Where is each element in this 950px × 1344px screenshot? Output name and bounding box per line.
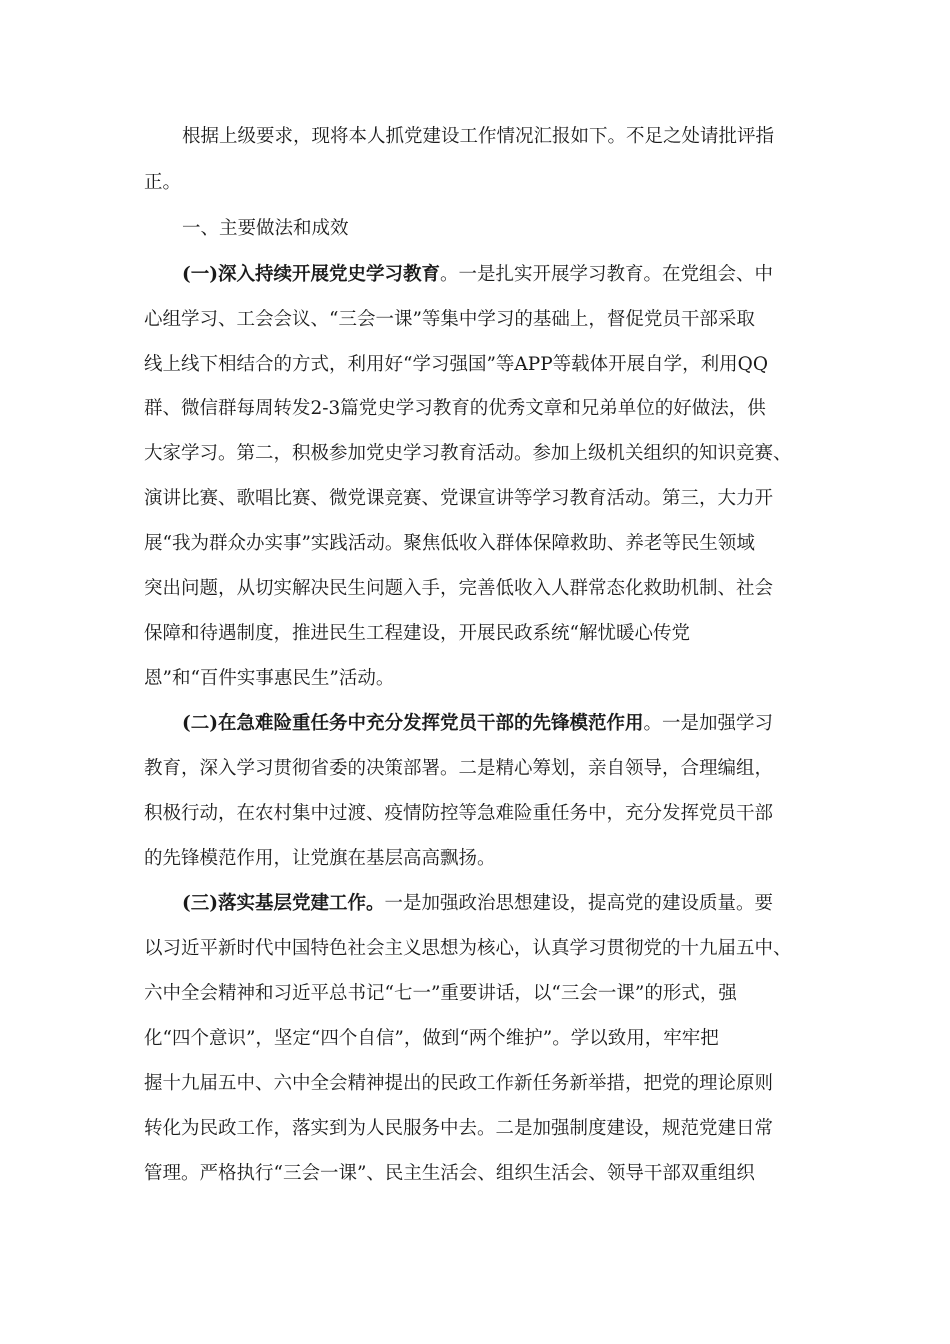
para1-first-line-text: 。一是扎实开展学习教育。在党组会、中: [440, 264, 774, 285]
para3-line: 转化为民政工作，落实到为人民服务中去。二是加强制度建设，规范党建日常: [144, 1118, 774, 1139]
para1-line: 演讲比赛、歌唱比赛、微党课竞赛、党课宣讲等学习教育活动。第三，大力开: [144, 488, 774, 509]
para3-line: 六中全会精神和习近平总书记“七一”重要讲话，以“三会一课”的形式，强: [144, 983, 737, 1004]
para3-line: 管理。严格执行“三会一课”、民主生活会、组织生活会、领导干部双重组织: [144, 1163, 755, 1184]
para1-line: 突出问题，从切实解决民生问题入手，完善低收入人群常态化救助机制、社会: [144, 578, 774, 599]
intro-line-2: 正。: [144, 172, 182, 193]
para2-line: 教育，深入学习贯彻省委的决策部署。二是精心筹划，亲自领导，合理编组，: [144, 758, 774, 779]
para2-title: (二)在急难险重任务中充分发挥党员干部的先锋模范作用: [182, 713, 644, 734]
para1-line: 恩”和“百件实事惠民生”活动。: [144, 668, 395, 689]
para3-line: 以习近平新时代中国特色社会主义思想为核心，认真学习贯彻党的十九届五中、: [144, 938, 792, 959]
para3-line: 握十九届五中、六中全会精神提出的民政工作新任务新举措，把党的理论原则: [144, 1073, 774, 1094]
para1-line: 大家学习。第二，积极参加党史学习教育活动。参加上级机关组织的知识竞赛、: [144, 443, 792, 464]
para2-line: 积极行动，在农村集中过渡、疫情防控等急难险重任务中，充分发挥党员干部: [144, 803, 774, 824]
para3-line: 化“四个意识”，坚定“四个自信”，做到“两个维护”。学以致用，牢牢把: [144, 1028, 719, 1049]
para3-title: (三)落实基层党建工作。: [182, 893, 385, 914]
para1-line: 心组学习、工会会议、“三会一课”等集中学习的基础上，督促党员干部采取: [144, 309, 755, 330]
intro-line-1: 根据上级要求，现将本人抓党建设工作情况汇报如下。不足之处请批评指: [182, 126, 775, 147]
para3-first-line: [182, 889, 773, 919]
para2-line: 的先锋模范作用，让党旗在基层高高飘扬。: [144, 848, 496, 869]
para2-first-line: [182, 709, 773, 739]
para1-line: 保障和待遇制度，推进民生工程建设，开展民政系统“解忧暖心传党: [144, 623, 690, 644]
para1-line: 展“我为群众办实事”实践活动。聚焦低收入群体保障救助、养老等民生领域: [144, 533, 755, 554]
para3-first-line-text: 一是加强政治思想建设，提高党的建设质量。要: [384, 893, 774, 914]
para2-first-line-text: 。一是加强学习: [643, 713, 774, 734]
section-heading: 一、主要做法和成效: [182, 218, 349, 239]
para1-line: 群、微信群每周转发2-3篇党史学习教育的优秀文章和兄弟单位的好做法，供: [144, 398, 766, 419]
para1-title: (一)深入持续开展党史学习教育: [182, 264, 441, 285]
para1-first-line: [182, 260, 773, 290]
para1-line: 线上线下相结合的方式，利用好“学习强国”等APP等载体开展自学，利用QQ: [144, 354, 769, 375]
